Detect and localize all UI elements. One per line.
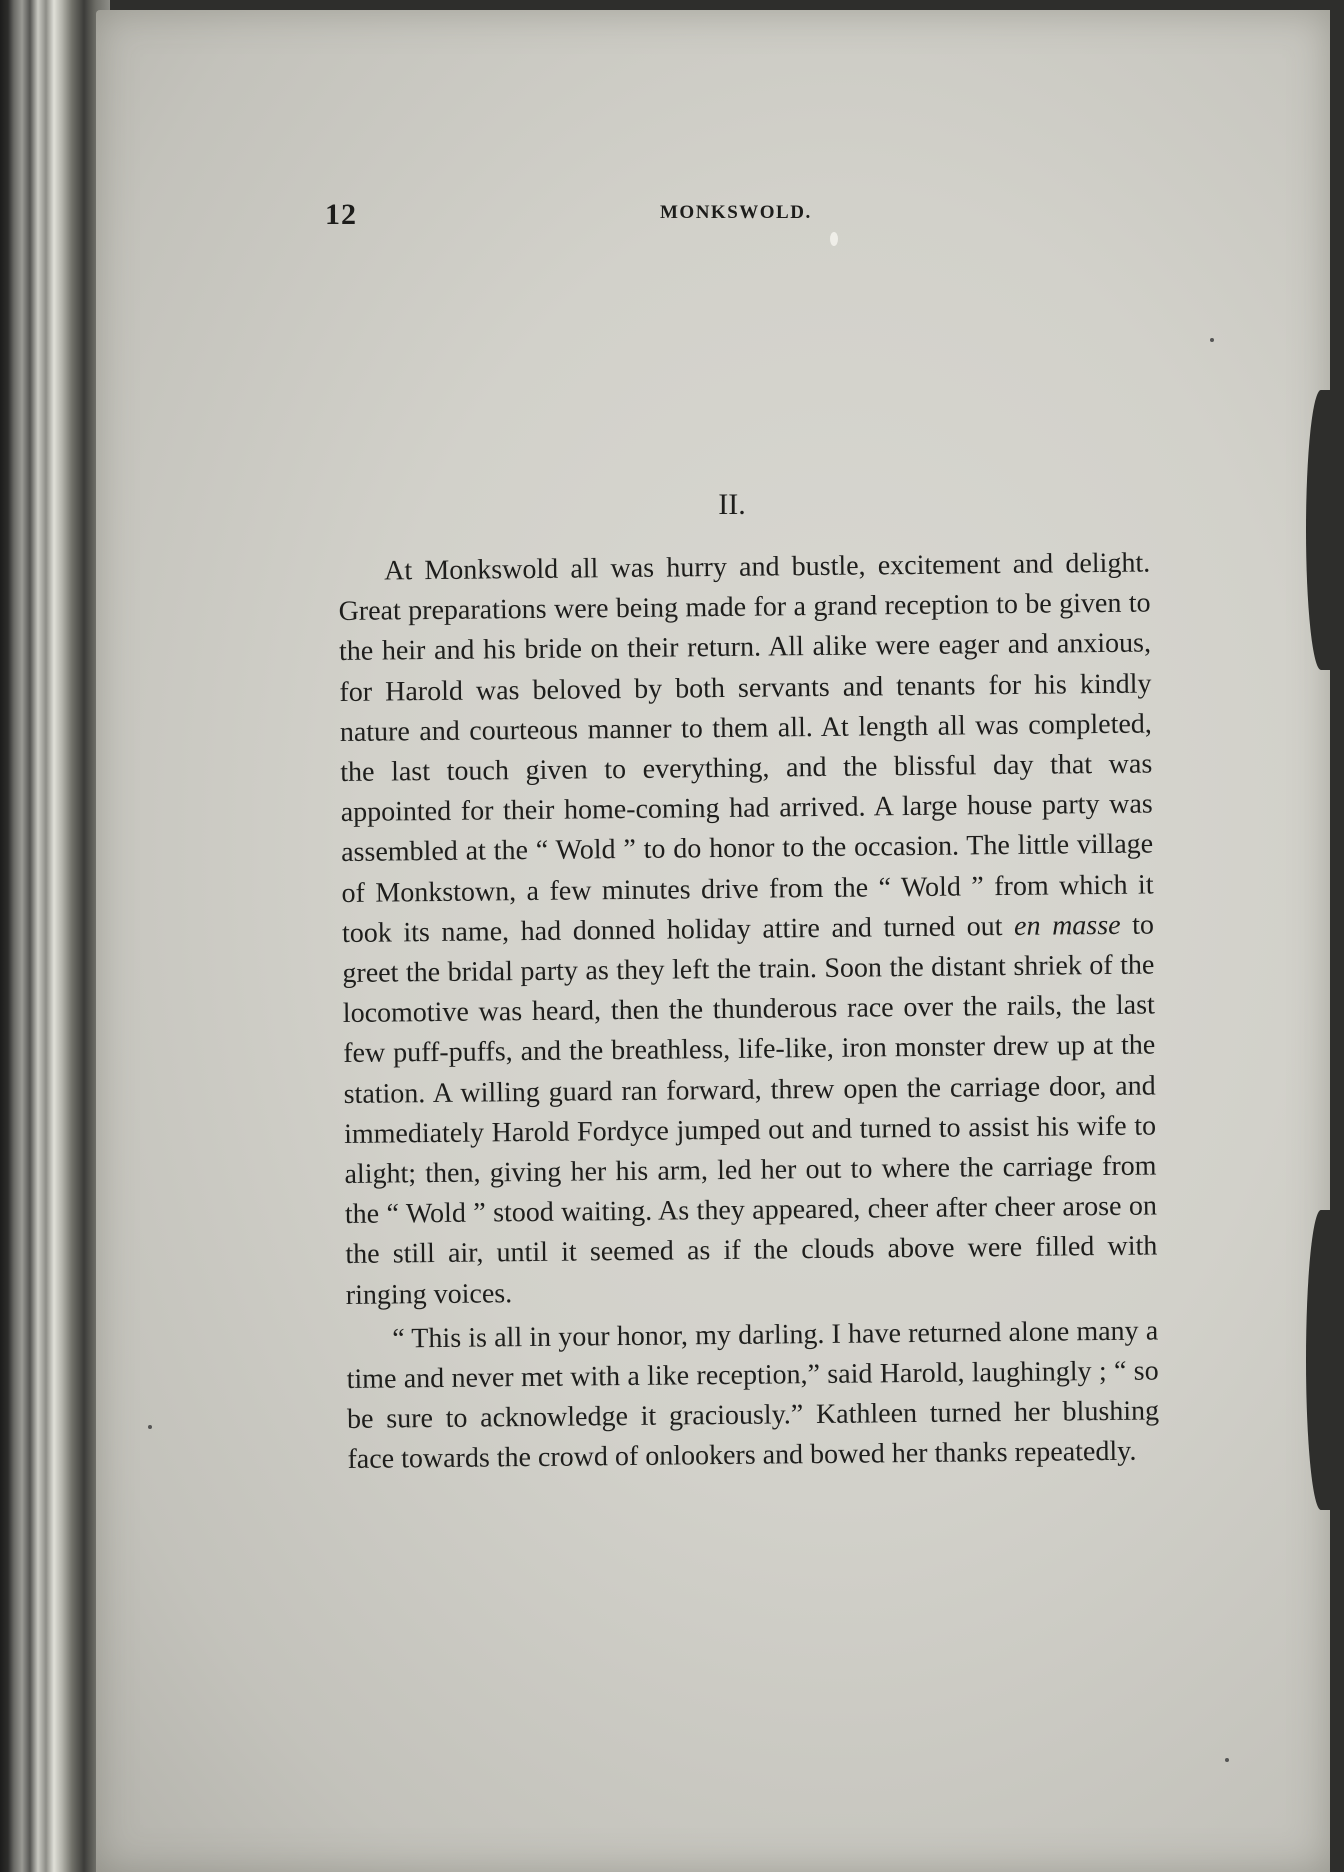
book-title: MONKSWOLD. (660, 202, 812, 223)
paragraph-1-italic-phrase: en masse (1013, 909, 1121, 942)
chapter-heading: II. (718, 488, 746, 521)
paper-speck (1225, 1758, 1229, 1762)
paper-speck (830, 232, 838, 246)
body-text (338, 543, 1160, 1480)
paper-speck (148, 1425, 152, 1429)
paragraph-1 (338, 543, 1158, 1315)
running-head (325, 198, 1155, 238)
paragraph-1-part-2: to greet the bridal party as they left the train. Soon the distant shriek of the locomotive was heard, then the thunderous race over the rails, the last few puff-puffs, and the breathless, life-like, iron monster drew up at the station. A willing guard ran forward, threw open the carriage door, and immediately Harold Fordyce jumped out and turned to assist his wife to alight; then, giving her his arm, led her out to where the carriage from the “ Wold ” stood waiting. As they appeared, cheer after cheer arose on the still air, until it seemed as if the clouds above were filled with ringing voices. (342, 909, 1158, 1311)
book-binding-gutter (0, 0, 110, 1872)
paper-speck (1210, 338, 1214, 342)
paragraph-1-part-1: At Monkswold all was hurry and bustle, excitement and delight. Great preparations were being made for a grand reception to be given to the heir and his bride on their return. All alike were eager and anxious, for Harold was beloved by both servants and tenants for his kindly nature and courteous manner to them all. At length all was completed, the last touch given to everything, and the blissful day that was appointed for their home-coming had arrived. A large house party was assembled at the “ Wold ” to do honor to the occasion. The little village of Monkstown, a few minutes drive from the “ Wold ” from which it took its name, had donned holiday attire and turned out (338, 547, 1154, 949)
paragraph-2: “ This is all in your honor, my darling. I have returned alone many a time and never met with a like reception,” said Harold, laughingly ; “ so be sure to acknowledge it graciously.” Kathleen turned her blushing face towards the crowd of onlookers and bowed her thanks repeatedly. (346, 1315, 1160, 1476)
page-number: 12 (325, 198, 357, 231)
